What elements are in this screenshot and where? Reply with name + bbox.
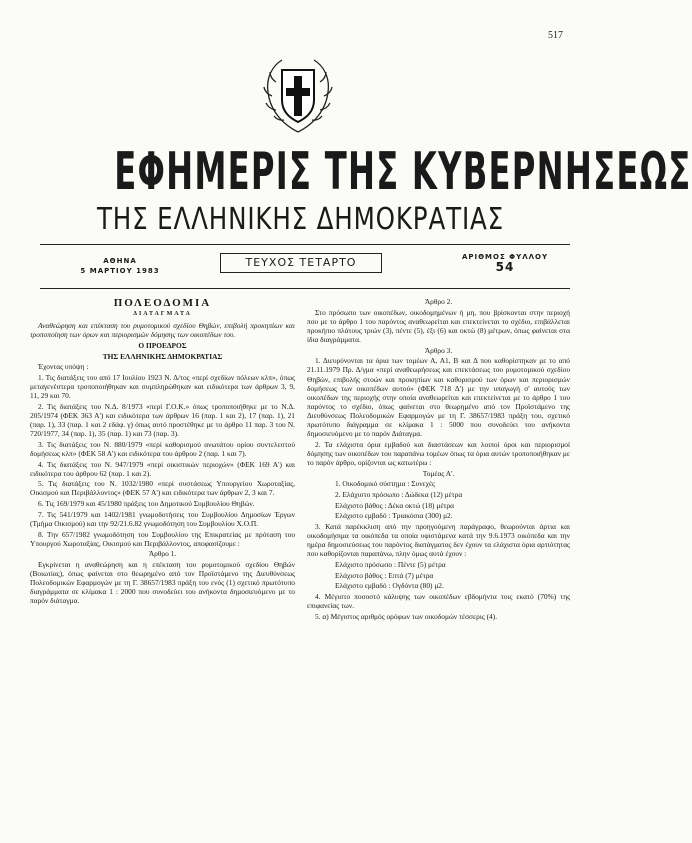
left-column-paragraph: Εγκρίνεται η αναθεώρηση και η επέκταση του ρυμοτομικού σχεδίου Θηβών (Βοιωτίας), όπως φαίνεται στο θεωρημένο από τον Προϊστάμενο της Διευθύνσεως Πολεοδομικών Εφαρμογών με τη Γ. 38657/1983 πράξη του ενός (1) σχετικό πρωτότυπο διαγράμματα σε κλίμακα 1 : 2000 που συνοδεύει του ανήκοντα δημοσιευόμενο με το παρόν διάταγμα. [30, 560, 295, 606]
right-column-paragraph: 1. Διευρύνονται τα όρια των τομέων Α, Α1, Β και Δ που καθορίστηκαν με το από 21.11.1979 Πρ. Δ/γμα «περί αναθεωρήσεως και επεκτάσεως του ρυμοτομικού σχεδίου Θηβών, επιβολής στοών και προκηπίων και καθορισμού των όρων και περιορισμών δομήσεως των οικοπέδων αυτού» (ΦΕΚ 718 Δ') με την υπαγωγή σ' αυτούς των οικοπέδων της περιοχής στην οποία αναθεωρείται και επεκτείνεται με το άρθρο 1 του παρόντος το σχέδιο, όπως φαίνεται στο θεωρημένο από τον Προϊστάμενο της Διευθύνσεως Πολεοδομικών Εφαρμογών με τη Γ. 38657/1983 πράξη του, σχετικό πρωτότυπο διάγραμμα σε κλίμακα 1 : 5000 που συνοδεύει του ανήκοντα δημοσιευόμενο με το παρόν Διάταγμα. [307, 356, 570, 439]
right-column-paragraph: 1. Οικοδομικό σύστημα : Συνεχές [335, 479, 435, 489]
right-column-paragraph: Ελάχιστο εμβαδό : Ογδόντα (80) μ2. [335, 581, 444, 591]
issue-date: 5 ΜΑΡΤΙΟΥ 1983 [80, 267, 160, 275]
issue-city: ΑΘΗΝΑ [103, 257, 137, 265]
right-column-paragraph: Άρθρο 3. [424, 345, 453, 355]
right-column-paragraph: Ελάχιστο βάθος : Δέκα οκτώ (18) μέτρα [335, 500, 454, 510]
left-column-paragraph: 3. Τις διατάξεις του Ν. 880/1979 «περί καθορισμού ανωτάτου ορίου συντελεστού δομήσεως κλπ» (ΦΕΚ 58 Α') και ειδικότερα του άρθρου 2 (παρ. 1 και 7). [30, 439, 295, 458]
left-column-paragraph: 6. Τις 169/1979 και 45/1980 πράξεις του Δημοτικού Συμβουλίου Θηβών. [38, 499, 255, 509]
left-column-paragraph: ΔΙΑΤΑΓΜΑΤΑ [133, 311, 192, 317]
left-column-paragraph: 5. Τις διατάξεις του Ν. 1032/1980 «περί συστάσεως Υπουργείου Χωροταξίας, Οικισμού και Περιβάλλοντος» (ΦΕΚ 57 Α') και ειδικότερα των άρθρων 2, 3 και 7. [30, 479, 295, 498]
left-column-paragraph: 8. Την 657/1982 γνωμοδότηση του Συμβουλίου της Επικρατείας με πρόταση του Υπουργού Χωροταξίας, Οικισμού και Περιβάλλοντος, αποφασίζουμε : [30, 529, 295, 548]
issue-place-date [70, 256, 170, 276]
right-column-paragraph: Ελάχιστο πρόσωπο : Πέντε (5) μέτρα [335, 560, 446, 570]
left-column-paragraph: Ο ΠΡΟΕΔΡΟΣ [138, 340, 187, 350]
left-column [30, 297, 295, 607]
right-column-paragraph: Στο πρόσωπο των οικοπέδων, οικοδομημένων ή μη, που βρίσκονται στην περιοχή που με το άρθρο 1 του παρόντος αναθεωρείται και επεκτείνεται το σχέδιο, επιβάλλεται προκήπιο πλάτους τριών (3), πέντε (5), έξι (6) και οκτώ (8) μέτρων, όπως φαίνεται στα ίδια διαγράμματα. [307, 307, 570, 344]
right-column-paragraph: Άρθρο 2. [424, 297, 453, 306]
header-bottom-rule [40, 288, 570, 289]
left-column-paragraph: 2. Τις διατάξεις του Ν.Δ. 8/1973 «περί Γ.Ο.Κ.» όπως τροποποιήθηκε με το Ν.Δ. 205/1974 (ΦΕΚ 363 Α') και ειδικότερα των άρθρων 16 (παρ. 1 και 2), 17 (παρ. 1), 21 (παρ. 1), 33 (παρ. 1 και 2 εδάφ. γ) όπως αυτό προστέθηκε με το άρθρο 11 παρ. 3 του Ν. 720/1977, 34 (παρ. 1), 35 (παρ. 1) και 73 (παρ. 3). [30, 401, 295, 439]
left-column-paragraph: 1. Τις διατάξεις του από 17 Ιουλίου 1923 Ν. Δ/τος «περί σχεδίων πόλεων κλπ», όπως μεταγενέστερα τροποποιήθηκαν και συμπληρώθηκαν και ειδικότερα των άρθρων 3, 9, 11, 29 και 70. [30, 372, 295, 401]
page-number: 517 [548, 30, 563, 41]
right-column [307, 297, 570, 623]
left-column-paragraph: Άρθρο 1. [148, 549, 177, 559]
left-column-paragraph: 7. Τις 541/1979 και 1402/1981 γνωμοδοτήσεις του Συμβουλίου Δημοσίων Έργων (Τμήμα Οικισμού) και την 92/21.6.82 γνωμοδότηση του Συμβουλίου Χ.Ο.Π. [30, 509, 295, 528]
masthead-subtitle: ΤΗΣ ΕΛΛΗΝΙΚΗΣ ΔΗΜΟΚΡΑΤΙΑΣ [96, 202, 505, 237]
masthead-rule [40, 244, 570, 245]
left-column-paragraph: ΤΗΣ ΕΛΛΗΝΙΚΗΣ ΔΗΜΟΚΡΑΤΙΑΣ [102, 351, 223, 361]
right-column-paragraph: 2. Τα ελάχιστα όρια εμβαδού και διαστάσεων και λοιποί όροι και περιορισμοί δόμησης των οικοπέδων του παραπάνω τομέων όπως τα όρια αυτών τροποποιήθηκαν με το παρόν άρθρο, ορίζονται ως κατωτέρω : [307, 439, 570, 467]
right-column-paragraph: Τομέας Α'. [422, 468, 455, 478]
left-column-paragraph: 4. Τις διατάξεις του Ν. 947/1979 «περί οικιστικών περιοχών» (ΦΕΚ 169 Α') και ειδικότερα του άρθρου 62 (παρ. 1 και 2). [30, 459, 295, 478]
left-column-paragraph: Έχοντας υπόψη : [38, 362, 89, 372]
masthead-title: ΕΦΗΜΕΡΙΣ ΤΗΣ ΚΥΒΕΡΝΗΣΕΩΣ [114, 142, 692, 202]
issue-sheet-number: 54 [495, 260, 515, 274]
issue-sheet-label: ΑΡΙΘΜΟΣ ΦΥΛΛΟΥ [461, 253, 549, 261]
right-column-paragraph: Ελάχιστο βάθος : Επτά (7) μέτρα [335, 570, 434, 580]
left-column-paragraph: ΠΟΛΕΟΔΟΜΙΑ [113, 297, 212, 309]
right-column-paragraph: 2. Ελάχιστο πρόσωπο : Δώδεκα (12) μέτρα [335, 490, 463, 500]
issue-volume: ΤΕΥΧΟΣ ΤΕΤΑΡΤΟ [220, 253, 382, 273]
right-column-paragraph: 5. α) Μέγιστος αριθμός ορόφων των οικοδομών τέσσερις (4). [315, 611, 498, 621]
right-column-paragraph: Ελάχιστο εμβαδό : Τριακόσια (300) μ2. [335, 511, 453, 521]
right-column-paragraph: 4. Μέγιστο ποσοστό κάλυψης των οικοπέδων εβδομήντα τοις εκατό (70%) της επιφανείας των. [307, 592, 570, 611]
left-column-paragraph: Αναθεώρηση και επέκταση του ρυμοτομικού σχεδίου Θηβών, επιβολή προκηπίων και τροποποίηση των όρων και περιορισμών δόμησης των οικοπέδων του. [30, 321, 295, 340]
issue-sheet [460, 252, 550, 272]
coat-of-arms-icon [262, 52, 334, 138]
right-column-paragraph: 3. Κατά παρέκκλιση από την προηγούμενη παράγραφο, θεωρούνται άρτια και οικοδομήσιμα τα οικόπεδα τα οποία υφιστάμενα κατά την 9.6.1973 οικόπεδα και την ημέρα δημοσιεύσεως του παρόντος διατάγματος δεν έχουν τα ελάχιστα όρια αρτιότητας που καθορίζονται παραπάνω, πλην όμως αυτά έχουν : [307, 522, 570, 559]
